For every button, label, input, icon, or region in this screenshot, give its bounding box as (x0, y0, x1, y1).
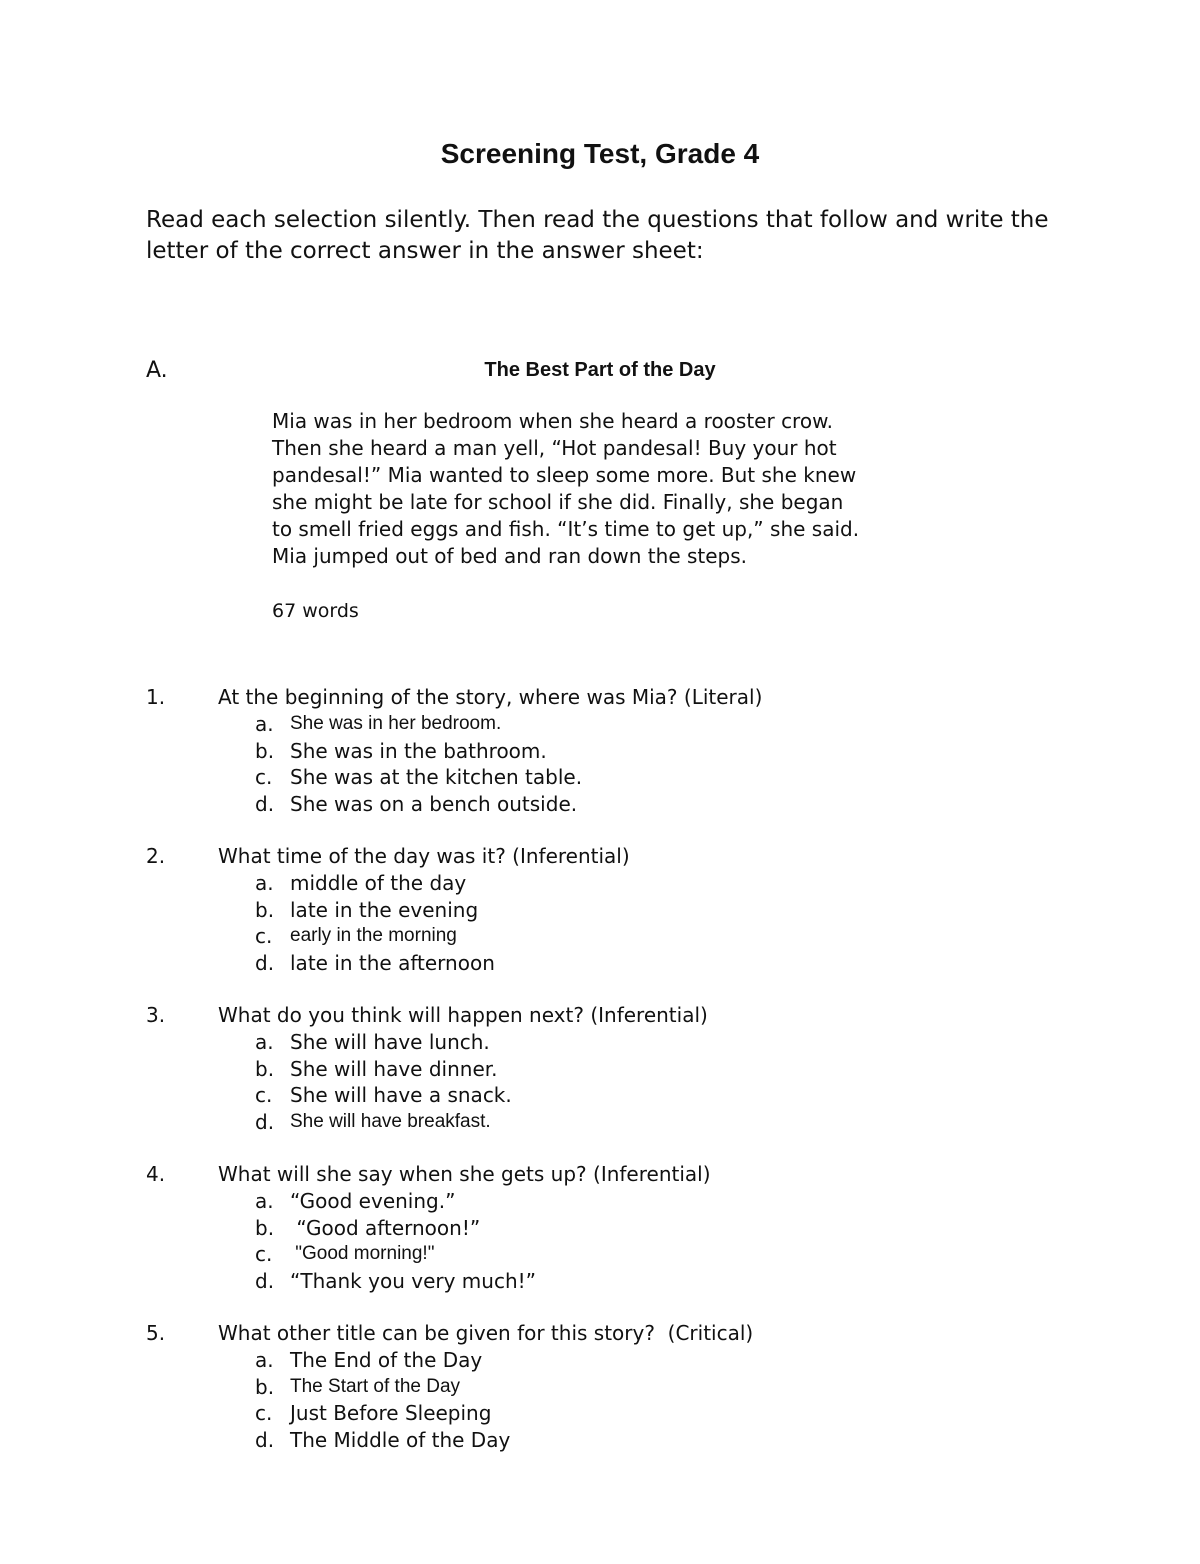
passage-line: Then she heard a man yell, “Hot pandesal! Buy your hot (272, 436, 837, 460)
instructions-line: letter of the correct answer in the answer sheet: (146, 238, 704, 264)
question-4 (146, 1161, 1046, 1294)
passage-line: Mia was in her bedroom when she heard a rooster crow. (272, 409, 833, 433)
answer-option (255, 1400, 1046, 1427)
answer-options (146, 1188, 1046, 1294)
question-number: 2. (146, 844, 166, 868)
option-letter: d. (255, 1268, 275, 1293)
word-count: 67 words (272, 600, 359, 622)
answer-option (255, 1188, 1046, 1215)
question-text: What time of the day was it? (Inferential) (218, 844, 630, 868)
option-letter: b. (255, 897, 275, 922)
answer-option (255, 1347, 1046, 1374)
passage-line: she might be late for school if she did. Finally, she began (272, 490, 844, 514)
answer-options (146, 870, 1046, 976)
option-text: She was on a bench outside. (290, 791, 578, 816)
option-letter: c. (255, 924, 273, 948)
option-text: She was in the bathroom. (290, 738, 547, 763)
question-number: 3. (146, 1003, 166, 1027)
option-text: middle of the day (290, 871, 467, 895)
option-text: late in the evening (290, 897, 479, 922)
question-number: 4. (146, 1162, 166, 1186)
question-1 (146, 684, 1046, 817)
option-letter: c. (255, 765, 273, 789)
answer-options (146, 1029, 1046, 1135)
option-letter: c. (255, 1242, 273, 1266)
option-letter: a. (255, 1189, 274, 1213)
answer-option (255, 1056, 1046, 1083)
answer-option (255, 1241, 1046, 1268)
option-text: She will have lunch. (290, 1030, 490, 1054)
option-text: early in the morning (290, 925, 457, 946)
option-text: She was in her bedroom. (290, 713, 502, 734)
question-number: 5. (146, 1321, 166, 1345)
answer-option (255, 1109, 1046, 1136)
question-text: What do you think will happen next? (Inferential) (218, 1003, 708, 1027)
answer-option (255, 923, 1046, 950)
answer-option (255, 738, 1046, 765)
option-text: She will have dinner. (290, 1056, 498, 1081)
option-text: “Thank you very much!” (290, 1268, 536, 1293)
option-text: Just Before Sleeping (290, 1401, 492, 1425)
question-text: At the beginning of the story, where was Mia? (Literal) (218, 685, 763, 709)
answer-option (255, 1215, 1046, 1242)
passage-line: pandesal!” Mia wanted to sleep some more. But she knew (272, 463, 857, 487)
option-text: She will have a snack. (290, 1083, 512, 1107)
section-letter: A. (146, 358, 168, 383)
option-text: “Good evening.” (290, 1189, 456, 1213)
question-5 (146, 1320, 1046, 1453)
option-letter: d. (255, 950, 275, 975)
option-letter: a. (255, 1348, 274, 1372)
option-letter: a. (255, 871, 274, 895)
answer-option (255, 1268, 1046, 1295)
passage-line: Mia jumped out of bed and ran down the steps. (272, 544, 748, 568)
option-text: She was at the kitchen table. (290, 765, 583, 789)
question-2 (146, 843, 1046, 976)
option-letter: b. (255, 1215, 275, 1240)
option-text: "Good morning!" (290, 1243, 435, 1264)
instructions-line: Read each selection silently. Then read the questions that follow and write the (146, 207, 1049, 233)
reading-passage (272, 408, 932, 570)
question-3 (146, 1002, 1046, 1135)
answer-options (146, 711, 1046, 817)
question-text: What will she say when she gets up? (Inferential) (218, 1162, 711, 1186)
story-title: The Best Part of the Day (484, 359, 716, 381)
answer-option (255, 870, 1046, 897)
option-letter: c. (255, 1083, 273, 1107)
answer-option (255, 1029, 1046, 1056)
option-letter: d. (255, 1427, 275, 1452)
option-text: The Start of the Day (290, 1375, 461, 1397)
option-letter: b. (255, 738, 275, 763)
option-text: She will have breakfast. (290, 1110, 491, 1132)
question-text: What other title can be given for this story? (Critical) (218, 1321, 754, 1345)
answer-option (255, 1374, 1046, 1401)
option-text: “Good afternoon!” (290, 1215, 481, 1240)
answer-option (255, 1427, 1046, 1454)
question-list (146, 684, 1046, 1479)
answer-option (255, 791, 1046, 818)
answer-options (146, 1347, 1046, 1453)
option-letter: a. (255, 1030, 274, 1054)
option-letter: d. (255, 791, 275, 816)
option-text: late in the afternoon (290, 950, 495, 975)
page-title: Screening Test, Grade 4 (440, 138, 760, 169)
answer-option (255, 1082, 1046, 1109)
instructions (146, 205, 1146, 267)
option-text: The End of the Day (290, 1348, 483, 1372)
passage-line: to smell fried eggs and fish. “It’s time to get up,” she said. (272, 517, 860, 541)
option-letter: c. (255, 1401, 273, 1425)
answer-option (255, 711, 1046, 738)
option-letter: a. (255, 712, 274, 736)
option-letter: d. (255, 1109, 275, 1134)
answer-option (255, 897, 1046, 924)
option-letter: b. (255, 1374, 275, 1399)
question-number: 1. (146, 685, 166, 709)
answer-option (255, 950, 1046, 977)
option-letter: b. (255, 1056, 275, 1081)
answer-option (255, 764, 1046, 791)
option-text: The Middle of the Day (290, 1427, 511, 1452)
